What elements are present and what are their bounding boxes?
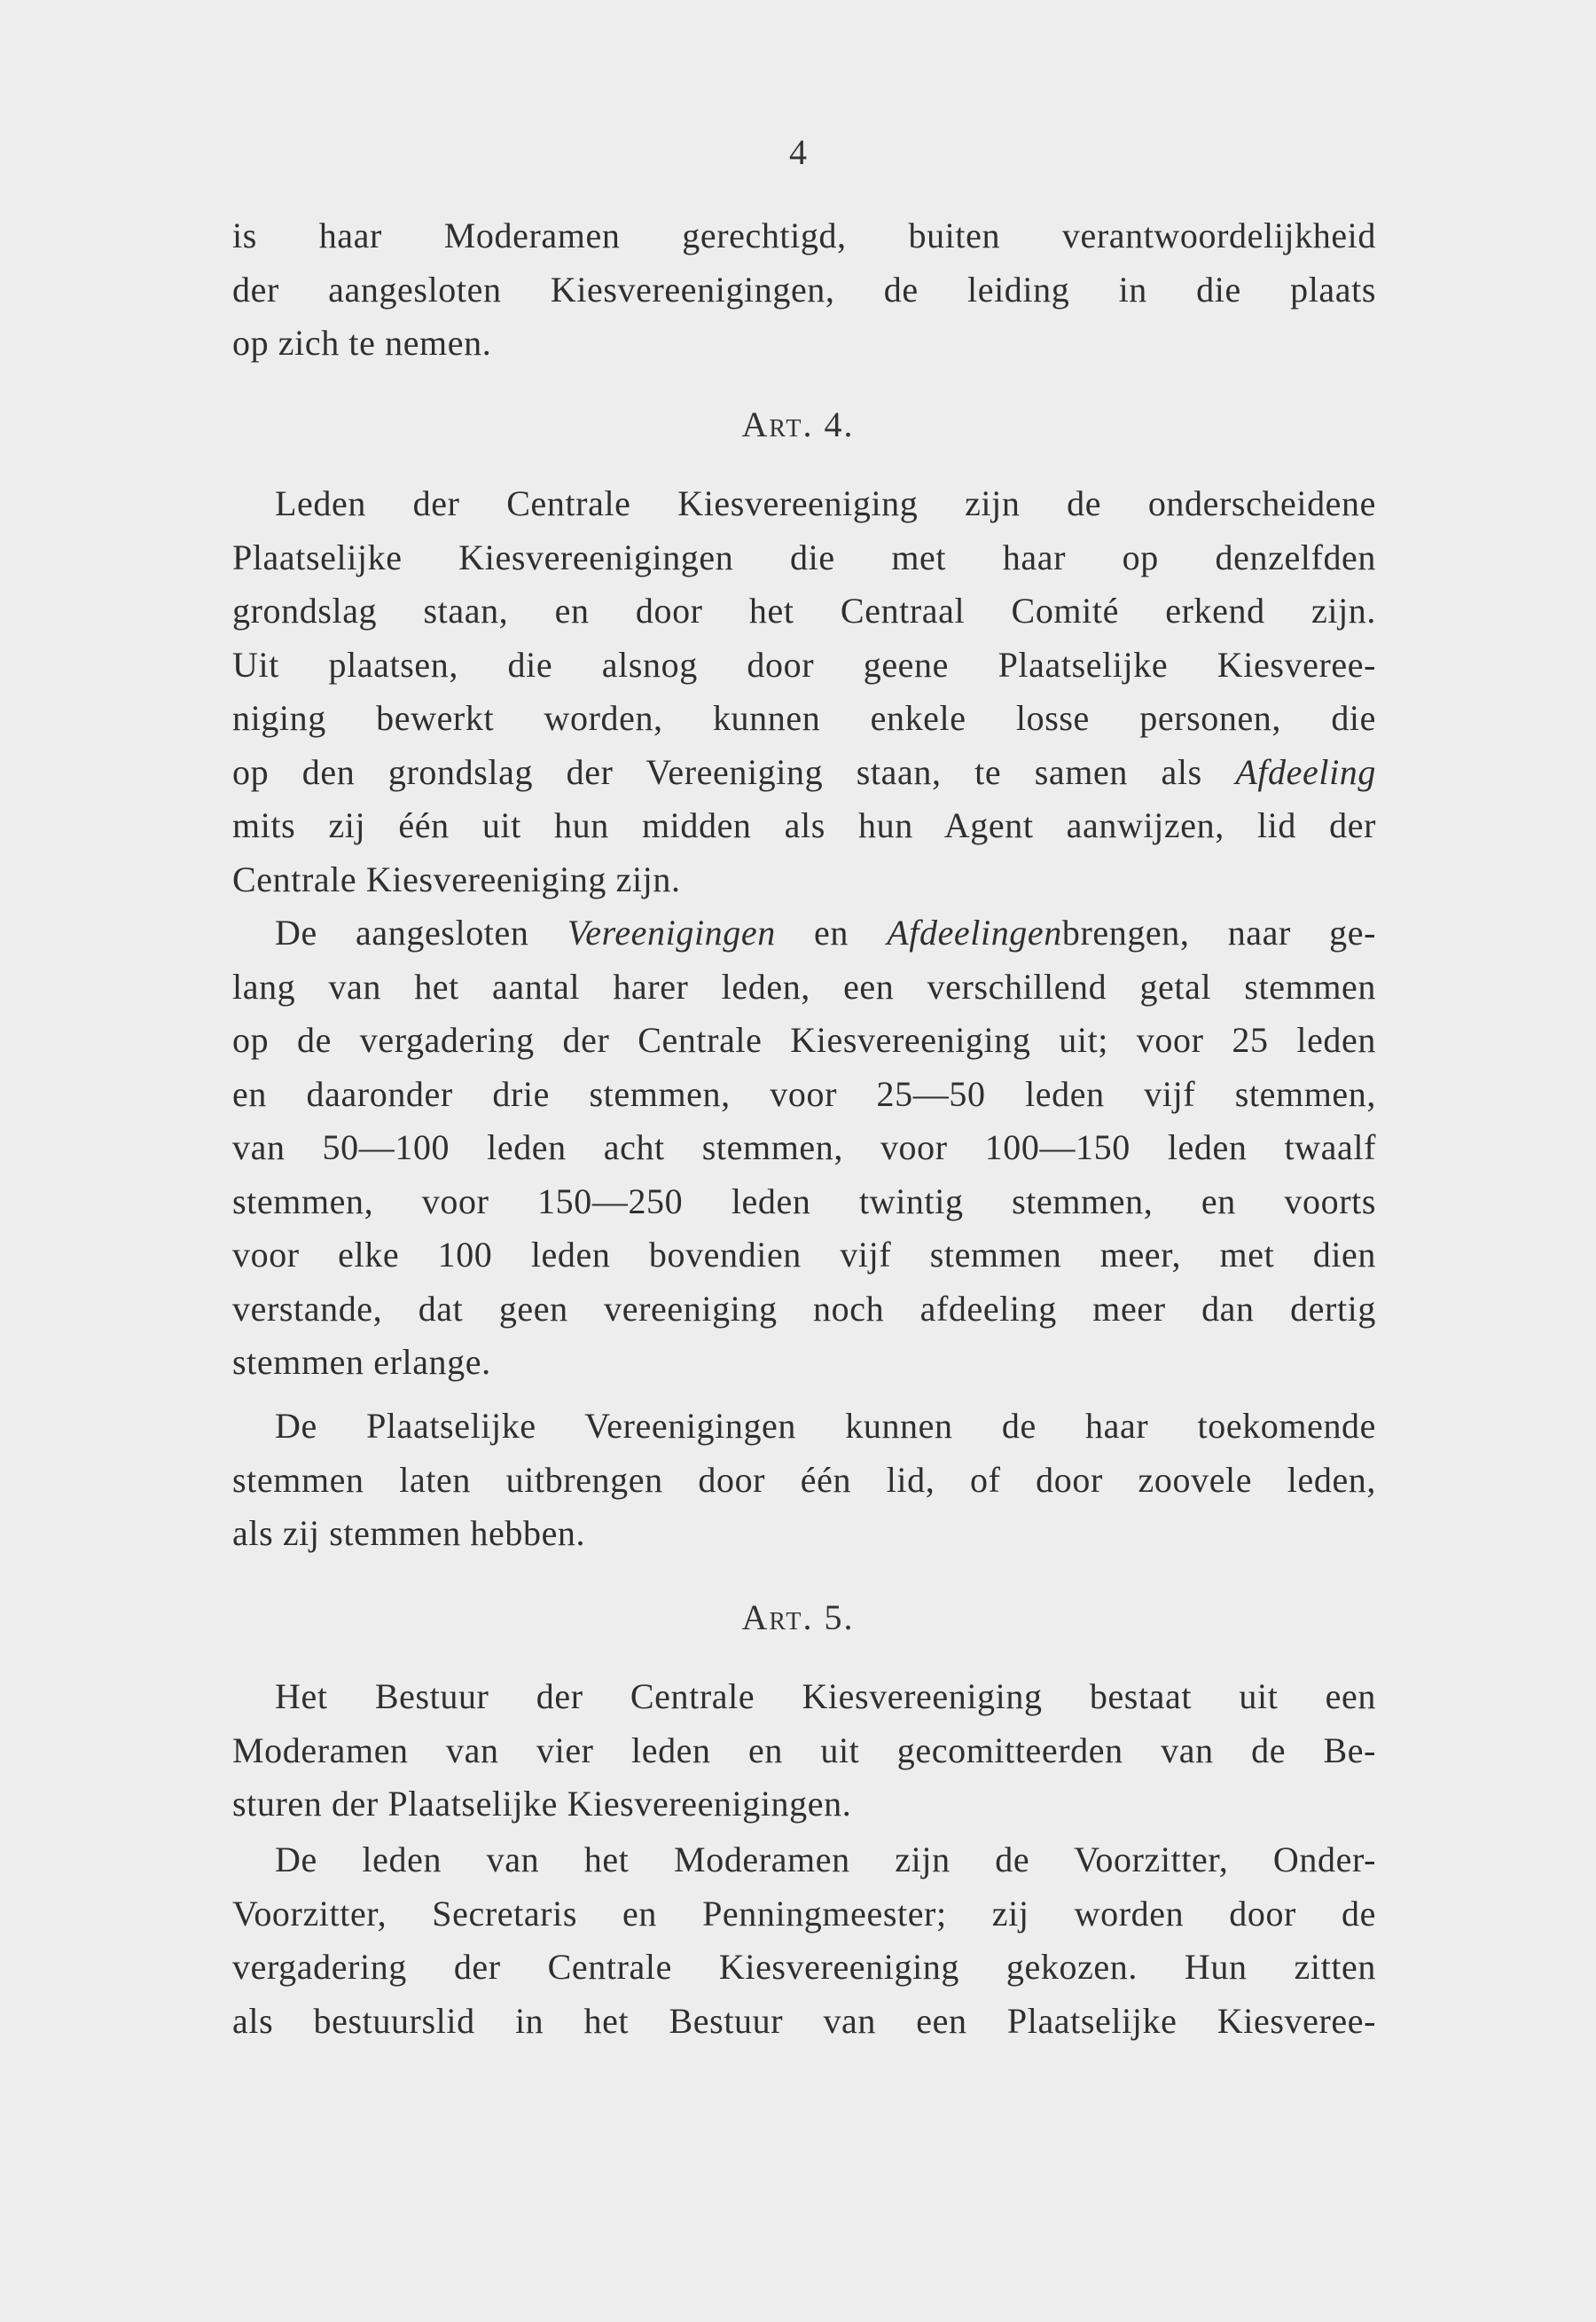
paragraph-art4-members <box>232 477 1376 906</box>
text-line: verstande, dat geen vereeniging noch afdeeling meer dan dertig <box>232 1288 1376 1329</box>
text-line: Leden der Centrale Kiesvereeniging zijn de onderscheidene <box>275 483 1376 523</box>
text-line: lang van het aantal harer leden, een verschillend getal stemmen <box>232 966 1376 1007</box>
italic-term-vereenigingen: Vereenigingen <box>567 913 776 953</box>
text-line: en daaronder drie stemmen, voor 25—50 leden vijf stemmen, <box>232 1073 1376 1114</box>
heading-art-4 <box>0 404 1596 445</box>
text-line: Voorzitter, Secretaris en Penningmeester; zij worden door de <box>232 1893 1376 1934</box>
text-line: stemmen, voor 150—250 leden twintig stemmen, en voorts <box>232 1181 1376 1221</box>
text-line-part: brengen, naar ge- <box>1061 913 1377 953</box>
paragraph-art4-local-votes <box>232 1400 1376 1561</box>
paragraph-art4-votes <box>232 906 1376 1390</box>
text-line: Moderamen van vier leden en uit gecomitteerden van de Be- <box>232 1730 1376 1770</box>
text-line-part: en <box>814 913 849 953</box>
text-line: mits zij één uit hun midden als hun Agent aanwijzen, lid der <box>232 805 1376 845</box>
text-line: Centrale Kiesvereeniging zijn. <box>232 859 681 899</box>
text-line: als bestuurslid in het Bestuur van een Plaatselijke Kiesveree- <box>232 2000 1376 2041</box>
text-line: De Plaatselijke Vereenigingen kunnen de haar toekomende <box>275 1406 1376 1446</box>
text-line: als zij stemmen hebben. <box>232 1513 586 1553</box>
text-line: stemmen laten uitbrengen door één lid, of door zoovele leden, <box>232 1459 1376 1500</box>
italic-term-afdeeling: Afdeeling <box>1235 751 1376 792</box>
text-line: Plaatselijke Kiesvereenigingen die met haar op denzelfden <box>232 537 1376 577</box>
text-line: grondslag staan, en door het Centraal Comité erkend zijn. <box>232 591 1376 631</box>
text-line: op de vergadering der Centrale Kiesvereeniging uit; voor 25 leden <box>232 1020 1376 1060</box>
text-line: van 50—100 leden acht stemmen, voor 100—150 leden twaalf <box>232 1127 1376 1167</box>
heading-art-5 <box>0 1596 1596 1638</box>
text-line: De leden van het Moderamen zijn de Voorzitter, Onder- <box>275 1840 1376 1879</box>
paragraph-continuation <box>232 209 1376 371</box>
text-line: Het Bestuur der Centrale Kiesvereeniging bestaat uit een <box>275 1676 1376 1716</box>
text-line <box>232 906 1376 961</box>
text-line: Uit plaatsen, die alsnog door geene Plaatselijke Kiesveree- <box>232 644 1376 685</box>
text-line: der aangesloten Kiesvereenigingen, de leiding in die plaats <box>232 269 1376 310</box>
heading-art-5-text: Art. 5. <box>741 1597 855 1637</box>
text-line: sturen der Plaatselijke Kiesvereenigingen. <box>232 1784 852 1824</box>
text-line-part: op den grondslag der Vereeniging staan, te samen als <box>232 751 1202 792</box>
text-line: is haar Moderamen gerechtigd, buiten verantwoordelijkheid <box>232 216 1376 255</box>
italic-term-afdeelingen: Afdeelingen <box>887 913 1062 953</box>
paragraph-art5-moderamen <box>232 1833 1376 2048</box>
text-line: vergadering der Centrale Kiesvereeniging gekozen. Hun zitten <box>232 1947 1376 1987</box>
text-line-part: De aangesloten <box>275 913 529 953</box>
text-line: op zich te nemen. <box>232 323 492 363</box>
text-line: stemmen erlange. <box>232 1342 491 1382</box>
heading-art-4-text: Art. 4. <box>741 404 855 444</box>
paragraph-art5-board <box>232 1670 1376 1832</box>
text-line: niging bewerkt worden, kunnen enkele losse personen, die <box>232 698 1376 738</box>
text-line <box>232 746 1376 800</box>
text-line: voor elke 100 leden bovendien vijf stemmen meer, met dien <box>232 1235 1376 1275</box>
page-number: 4 <box>789 132 807 172</box>
